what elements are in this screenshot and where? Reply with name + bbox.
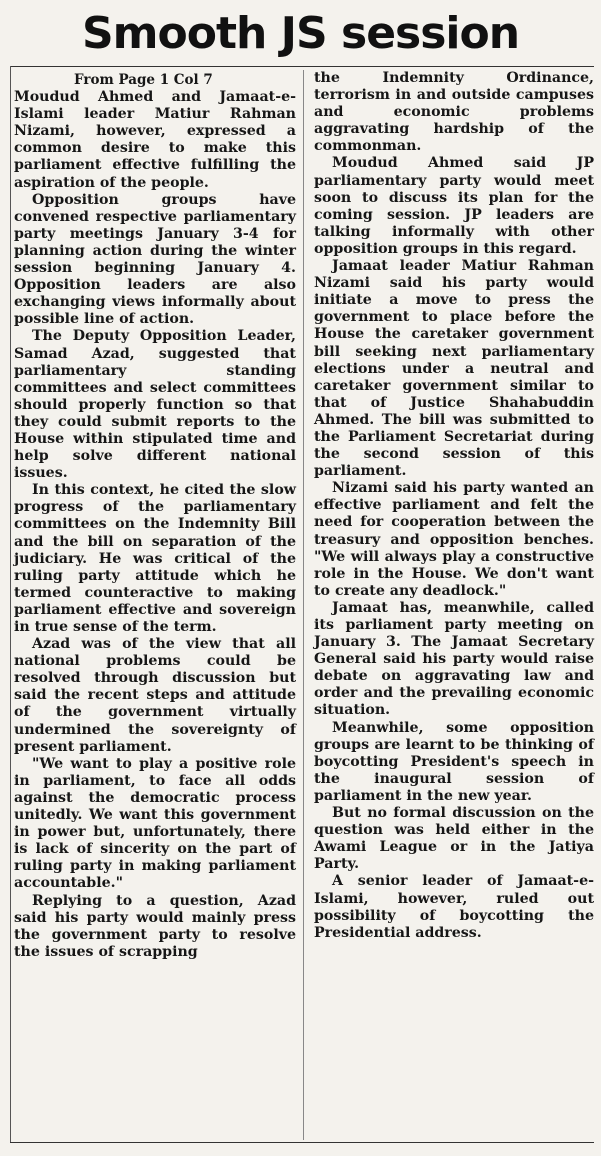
column-divider xyxy=(303,70,304,1140)
paragraph: "We want to play a positive role in parliament, to face all odds against the democratic process unitedly. We want this government in power but, unfortunately, there is lack of sincerity on the part of ruling party in making parliament accountable." xyxy=(14,755,296,892)
paragraph: The Deputy Opposition Leader, Samad Azad, suggested that parliamentary standing committees and select committees should properly function so that they could submit reports to the House within stipulated time and help solve different national issues. xyxy=(14,328,296,482)
paragraph: Nizami said his party wanted an effective parliament and felt the need for cooperation between the treasury and opposition benches. "We will always play a constructive role in the House. We don't want to create any deadlock." xyxy=(314,480,594,599)
paragraph: Azad was of the view that all national problems could be resolved through discussion but said the recent steps and attitude of the government virtually undermined the sovereignty of present parliament. xyxy=(14,636,296,755)
paragraph: In this context, he cited the slow progress of the parliamentary committees on the Indemnity Bill and the bill on separation of the judiciary. He was critical of the ruling party attitude which he termed counteractive to making parliament effective and sovereign in true sense of the term. xyxy=(14,482,296,635)
paragraph: Replying to a question, Azad said his party would mainly press the government party to resolve the issues of scrapping xyxy=(14,892,296,960)
paragraph: Opposition groups have convened respective parliamentary party meetings January 3-4 for planning action during the winter session beginning January 4. Opposition leaders are also exchanging views informally about possible line of action. xyxy=(14,191,296,328)
left-column xyxy=(14,72,296,961)
headline: Smooth JS session xyxy=(81,8,520,59)
paragraph: Meanwhile, some opposition groups are learnt to be thinking of boycotting President's speech in the inaugural session of parliament in the new year. xyxy=(314,719,594,804)
paragraph: A senior leader of Jamaat-e-Islami, however, ruled out possibility of boycotting the Presidential address. xyxy=(314,873,594,941)
right-column xyxy=(314,70,594,942)
dateline: From Page 1 Col 7 xyxy=(74,72,213,88)
paragraph: Jamaat leader Matiur Rahman Nizami said his party would initiate a move to press the government to place before the House the caretaker government bill seeking next parliamentary elections under a neutral and caretaker government similar to that of Justice Shahabuddin Ahmed. The bill was submitted to the Parliament Secretariat during the second session of this parliament. xyxy=(314,258,594,480)
left-rule xyxy=(10,66,11,1143)
paragraph: Moudud Ahmed said JP parliamentary party would meet soon to discuss its plan for the coming session. JP leaders are talking informally with other opposition groups in this regard. xyxy=(314,155,594,257)
paragraph: Jamaat has, meanwhile, called its parliament party meeting on January 3. The Jamaat Secretary General said his party would raise debate on aggravating law and order and the prevailing economic situation. xyxy=(314,599,594,719)
paragraph: Moudud Ahmed and Jamaat-e-Islami leader Matiur Rahman Nizami, however, expressed a common desire to make this parliament effective fulfilling the aspiration of the people. xyxy=(14,89,296,191)
bottom-rule xyxy=(10,1142,594,1143)
top-rule xyxy=(10,66,594,67)
paragraph: the Indemnity Ordinance, terrorism in and outside campuses and economic problems aggravating hardship of the commonman. xyxy=(314,70,594,155)
paragraph: But no formal discussion on the question was held either in the Awami League or in the Jatiya Party. xyxy=(314,805,594,873)
